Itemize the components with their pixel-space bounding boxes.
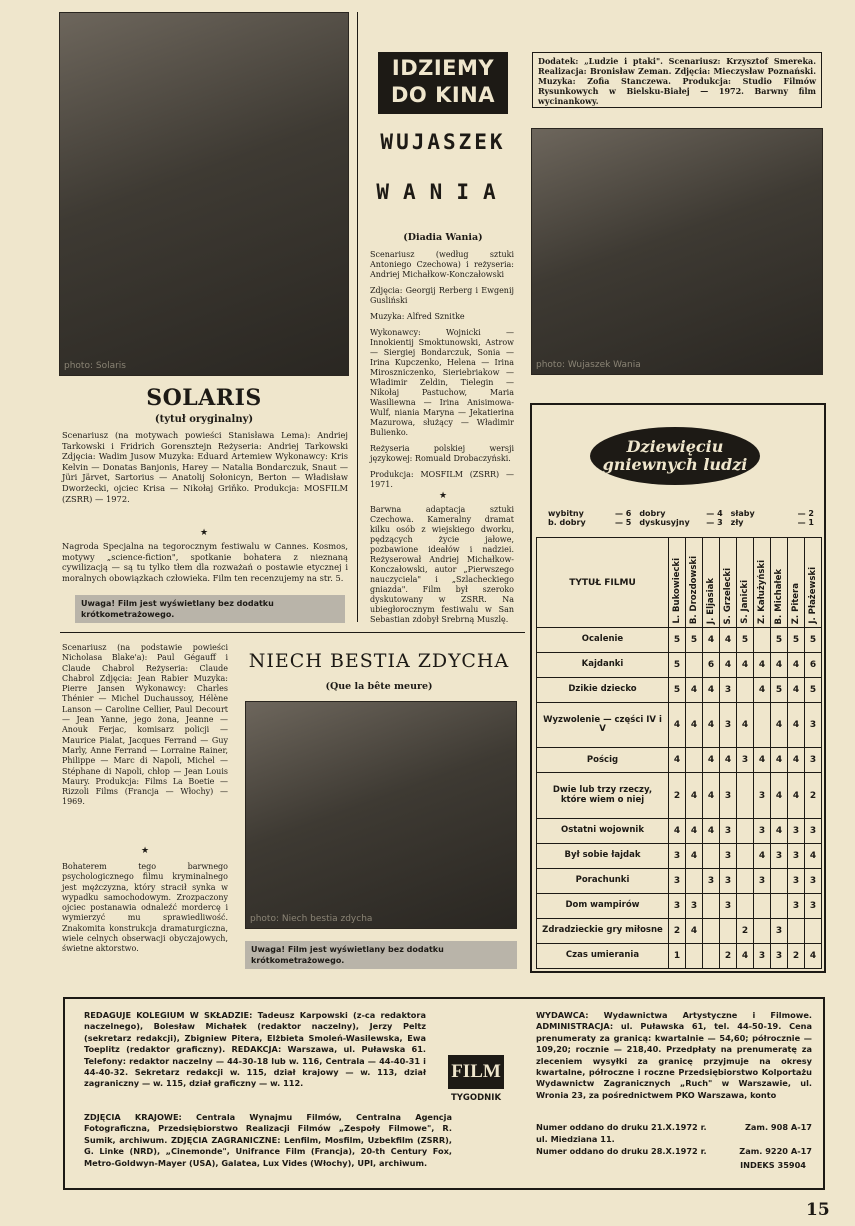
score-cell: 5 — [686, 628, 703, 653]
score-cell: 4 — [788, 678, 805, 703]
score-cell: 4 — [805, 843, 822, 868]
score-cell — [686, 748, 703, 773]
score-cell: 3 — [805, 868, 822, 893]
solaris-photo: photo: Solaris — [59, 12, 349, 376]
score-cell: 5 — [805, 678, 822, 703]
ratings-row — [537, 678, 822, 703]
score-cell: 3 — [669, 868, 686, 893]
score-cell: 4 — [754, 748, 771, 773]
footer-index: INDEKS 35904 — [740, 1160, 806, 1170]
column-rule — [357, 12, 358, 622]
score-cell: 4 — [686, 918, 703, 943]
film-title: Dom wampirów — [537, 893, 669, 918]
wujaszek-star: ★ — [438, 491, 448, 501]
score-cell: 4 — [788, 773, 805, 818]
ratings-row — [537, 893, 822, 918]
ratings-table — [536, 537, 822, 969]
score-cell — [703, 918, 720, 943]
score-cell: 4 — [754, 653, 771, 678]
film-title: Porachunki — [537, 868, 669, 893]
section-rule — [60, 632, 525, 633]
critic-header — [669, 538, 686, 628]
critic-header — [754, 538, 771, 628]
score-cell: 4 — [686, 818, 703, 843]
score-cell: 2 — [669, 918, 686, 943]
score-cell: 4 — [788, 653, 805, 678]
score-cell: 4 — [771, 748, 788, 773]
film-title: Ocalenie — [537, 628, 669, 653]
score-cell: 2 — [737, 918, 754, 943]
score-cell — [754, 628, 771, 653]
solaris-subtitle: (tytuł oryginalny) — [154, 414, 254, 425]
footer-print-line2: ul. Miedziana 11. — [536, 1134, 615, 1144]
score-cell: 5 — [737, 628, 754, 653]
critic-name: Z. Pitera — [791, 582, 801, 624]
score-cell — [703, 843, 720, 868]
critic-header — [805, 538, 822, 628]
film-title: Dzikie dziecko — [537, 678, 669, 703]
niech-photo: photo: Niech bestia zdycha — [245, 701, 517, 929]
film-title: Pościg — [537, 748, 669, 773]
score-cell: 5 — [805, 628, 822, 653]
critic-name: B. Drozdowski — [689, 555, 699, 624]
score-cell: 3 — [754, 943, 771, 968]
score-cell: 3 — [737, 748, 754, 773]
score-cell — [686, 943, 703, 968]
score-cell — [703, 893, 720, 918]
score-cell: 4 — [771, 703, 788, 748]
score-cell — [737, 843, 754, 868]
wujaszek-title-line1: WUJASZEK — [380, 130, 506, 154]
score-cell — [720, 918, 737, 943]
score-cell: 6 — [805, 653, 822, 678]
score-cell: 3 — [754, 818, 771, 843]
film-title: Zdradzieckie gry miłosne — [537, 918, 669, 943]
footer-photos: ZDJĘCIA KRAJOWE: Centrala Wynajmu Filmów, Centralna Agencja Fotograficzna, Przedsiębiorstwo Realizacji Filmów „Zespoły Filmowe", R. Sumik, archiwum. ZDJĘCIA ZAGRANICZNE: Lenfilm, Mosfilm, Uzbekfilm (ZSRR), G. Linke (NRD), „Cinemonde", Unifrance Film (Francja), 20-th Century Fox, Metro-Goldwyn-Mayer (USA), Galatea, Lux Vides (Włochy), UPI, archiwum. — [84, 1112, 452, 1168]
score-cell: 4 — [771, 653, 788, 678]
score-cell: 3 — [720, 893, 737, 918]
dodatek-box: Dodatek: „Ludzie i ptaki". Scenariusz: Krzysztof Smereka. Realizacja: Bronisław Zeman. Zdjęcia: Mieczysław Poznański. Muzyka: Zofia Stanczewa. Produkcja: Studio Filmów Rysunkowych w Bielsku-Białej — 1972. Barwny film wycinankowy. — [532, 52, 822, 108]
column-header-line1: IDZIEMY — [391, 56, 495, 80]
score-cell: 3 — [720, 703, 737, 748]
solaris-description: Nagroda Specjalna na tegorocznym festiwalu w Cannes. Kosmos, motywy „science-fiction", spotkanie bohatera z nieznaną cywilizacją — są tu tylko tłem dla rozważań o postawie etycznej i moralnych obowiązkach człowieka. Film ten recenzujemy na str. 5. — [62, 541, 348, 583]
score-cell — [805, 918, 822, 943]
score-cell: 5 — [669, 628, 686, 653]
score-cell: 4 — [720, 653, 737, 678]
score-cell: 2 — [720, 943, 737, 968]
ratings-row — [537, 628, 822, 653]
score-cell — [686, 653, 703, 678]
niech-star: ★ — [140, 846, 150, 856]
score-cell: 4 — [703, 818, 720, 843]
ratings-row — [537, 748, 822, 773]
ratings-row — [537, 818, 822, 843]
score-cell: 4 — [703, 678, 720, 703]
niech-notice: Uwaga! Film jest wyświetlany bez dodatku krótkometrażowego. — [245, 941, 517, 969]
score-cell: 3 — [788, 893, 805, 918]
score-cell: 3 — [771, 918, 788, 943]
score-cell: 4 — [703, 748, 720, 773]
score-cell: 3 — [703, 868, 720, 893]
critic-name: S. Grzelecki — [723, 567, 733, 624]
score-cell: 4 — [686, 843, 703, 868]
score-cell: 4 — [754, 843, 771, 868]
score-cell: 4 — [669, 818, 686, 843]
score-cell — [788, 918, 805, 943]
score-cell: 3 — [788, 843, 805, 868]
score-cell: 3 — [720, 818, 737, 843]
footer-publisher: WYDAWCA: Wydawnictwa Artystyczne i Filmowe. ADMINISTRACJA: ul. Puławska 61, tel. 44-50-19. Cena prenumeraty za granicą: kwartalnie — 54,60; półrocznie — 109,20; rocznie — 218,40. Przedpłaty na prenumeratę za zleceniem wysyłki za granicę przyjmuje na okresy kwartalne, półroczne i roczne Przedsiębiorstwo Kolportażu Wydawnictw Zagranicznych „Ruch" w Warszawie, ul. Wronia 23, za pośrednictwem PKO Warszawa, konto — [536, 1010, 812, 1100]
score-cell: 4 — [788, 703, 805, 748]
score-cell: 3 — [805, 703, 822, 748]
score-cell: 3 — [669, 893, 686, 918]
score-cell: 5 — [669, 653, 686, 678]
score-cell: 3 — [720, 773, 737, 818]
critic-name: J. Płażewski — [808, 567, 818, 624]
ratings-row — [537, 773, 822, 818]
wujaszek-subtitle: (Diadia Wania) — [403, 232, 483, 243]
score-cell: 5 — [771, 678, 788, 703]
niech-description: Bohaterem tego barwnego psychologicznego filmu kryminalnego jest mężczyzna, który stracił synka w wypadku samochodowym. Zrozpaczony ojciec postanawia odnaleźć mordercę i wymierzyć mu sprawiedliwość. Znakomita konstrukcja dramaturgiczna, wiele celnych obserwacji obyczajowych, świetne aktorstwo. — [62, 862, 228, 954]
footer-print-line3: Numer oddano do druku 28.X.1972 r. Zam. 9220 A-17 — [536, 1146, 812, 1156]
score-cell: 4 — [686, 773, 703, 818]
critic-header — [720, 538, 737, 628]
wujaszek-description: Barwna adaptacja sztuki Czechowa. Kameralny dramat kilku osób z wiejskiego dworku, pędzących życie jałowe, pozbawione ideałów i nadziei. Reżyserował Andriej Michałkow-Konczałowski, autor „Pierwszego nauczyciela" i „Szlacheckiego gniazda". Film był szeroko dyskutowany w ZSRR. Na ubiegłorocznym festiwalu w San Sebastian zdobył Srebrną Muszlę. — [370, 505, 514, 624]
ratings-logo-line2: gniewnych ludzi — [602, 455, 748, 474]
column-header — [378, 52, 508, 114]
critic-name: B. Michałek — [774, 568, 784, 624]
niech-title: NIECH BESTIA ZDYCHA — [248, 650, 510, 672]
critic-header — [771, 538, 788, 628]
score-cell: 3 — [805, 818, 822, 843]
footer-editorial: REDAGUJE KOLEGIUM W SKŁADZIE: Tadeusz Karpowski (z-ca redaktora naczelnego), Bolesław Michałek (redaktor naczelny), Jerzy Peltz (sekretarz redakcji), Zbigniew Pitera, Elżbieta Smoleń-Wasilewska, Ewa Toeplitz (redaktor graficzny). REDAKCJA: Warszawa, ul. Puławska 61. Telefony: redaktor naczelny — 44-30-18 lub w. 116, Centrala — 44-40-31 i 44-40-32. Sekretarz redakcji w. 115, dział krajowy — w. 113, dział zagraniczny — w. 115, dział graficzny — w. 112. — [84, 1010, 426, 1089]
score-cell: 4 — [686, 703, 703, 748]
critic-header — [788, 538, 805, 628]
score-cell: 4 — [737, 943, 754, 968]
score-cell: 3 — [771, 843, 788, 868]
critic-header — [703, 538, 720, 628]
footer-print-line1: Numer oddano do druku 21.X.1972 r. Zam. 908 A-17 — [536, 1122, 812, 1132]
ratings-row — [537, 653, 822, 678]
solaris-star: ★ — [199, 528, 209, 538]
ratings-row — [537, 843, 822, 868]
film-logo-subtitle: TYGODNIK — [450, 1093, 502, 1103]
niech-subtitle: (Que la bête meure) — [325, 681, 433, 692]
score-cell: 4 — [737, 653, 754, 678]
solaris-credits: Scenariusz (na motywach powieści Stanisława Lema): Andriej Tarkowski i Fridrich Gorensztejn Reżyseria: Andriej Tarkowski Zdjęcia: Wadim Jusow Muzyka: Eduard Artemiew Wykonawcy: Kris Kelvin — Donatas Banjonis, Harey — Natalia Bondarczuk, Snaut — Jüri Järvet, Sartorius — Anatolij Sołonicyn, Berton — Władisław Dworżecki, ojciec Krisa — Nikołaj Griňko. Produkcja: MOSFILM (ZSRR) — 1972. — [62, 430, 348, 504]
score-cell: 2 — [669, 773, 686, 818]
score-cell: 2 — [788, 943, 805, 968]
score-cell: 4 — [703, 773, 720, 818]
score-cell — [737, 678, 754, 703]
film-logo: FILM — [448, 1055, 504, 1089]
score-cell: 4 — [703, 628, 720, 653]
score-cell: 5 — [788, 628, 805, 653]
score-cell: 3 — [720, 678, 737, 703]
critic-name: L. Bukowiecki — [672, 558, 682, 624]
score-cell: 3 — [754, 868, 771, 893]
score-cell: 3 — [771, 943, 788, 968]
score-cell — [754, 893, 771, 918]
critic-name: J. Eljasiak — [706, 577, 716, 624]
film-title: Kajdanki — [537, 653, 669, 678]
critic-header — [686, 538, 703, 628]
score-cell: 3 — [686, 893, 703, 918]
score-cell: 3 — [805, 748, 822, 773]
score-cell — [737, 818, 754, 843]
score-cell: 3 — [720, 868, 737, 893]
score-cell: 6 — [703, 653, 720, 678]
score-cell: 4 — [754, 678, 771, 703]
score-cell: 1 — [669, 943, 686, 968]
score-cell: 3 — [720, 843, 737, 868]
ratings-legend: wybitny — 6 dobry — 4 słaby — 2 b. dobry — 5 dyskusyjny — 3 zły — 1 — [548, 509, 814, 527]
film-title: Dwie lub trzy rzeczy, które wiem o niej — [537, 773, 669, 818]
score-cell: 2 — [805, 773, 822, 818]
score-cell — [703, 943, 720, 968]
niech-credits: Scenariusz (na podstawie powieści Nicholasa Blake'a): Paul Gégauff i Claude Chabrol Reżyseria: Claude Chabrol Zdjęcia: Jean Rabier Muzyka: Pierre Jansen Wykonawcy: Charles Thénier — Michel Duchaussoy, Hélène Lanson — Caroline Cellier, Paul Decourt — Jean Yanne, jego żona, Jeanne — Anouk Ferjac, komisarz policji — Maurice Pialat, Jacques Ferrand — Guy Marly, Anne Ferrand — Lorraine Rainer, Philippe — Marc di Napoli, Michel — Stéphane di Napoli, chłop — Jean Louis Maury. Produkcja: Films La Boetie — Rizzoli Films (Francja — Włochy) — 1969. — [62, 643, 228, 807]
ratings-table-wrap — [536, 537, 822, 969]
score-cell: 3 — [788, 868, 805, 893]
score-cell: 3 — [669, 843, 686, 868]
ratings-row — [537, 943, 822, 968]
page-number: 15 — [806, 1200, 830, 1220]
ratings-row — [537, 918, 822, 943]
score-cell — [771, 868, 788, 893]
column-header-line2: DO KINA — [390, 83, 495, 107]
score-cell: 4 — [669, 748, 686, 773]
score-cell: 4 — [788, 748, 805, 773]
score-cell — [737, 893, 754, 918]
score-cell: 5 — [771, 628, 788, 653]
score-cell — [737, 868, 754, 893]
score-cell: 4 — [805, 943, 822, 968]
ratings-logo — [590, 427, 760, 485]
score-cell: 3 — [788, 818, 805, 843]
wujaszek-photo: photo: Wujaszek Wania — [531, 128, 823, 375]
critic-header — [737, 538, 754, 628]
score-cell: 4 — [703, 703, 720, 748]
critic-name: Z. Kałużyński — [757, 559, 767, 624]
score-cell: 4 — [771, 818, 788, 843]
wujaszek-title-line2: WANIA — [376, 180, 510, 204]
score-cell — [686, 868, 703, 893]
solaris-notice: Uwaga! Film jest wyświetlany bez dodatku krótkometrażowego. — [75, 595, 345, 623]
film-title: Czas umierania — [537, 943, 669, 968]
score-cell: 4 — [720, 748, 737, 773]
score-cell — [737, 773, 754, 818]
score-cell: 4 — [737, 703, 754, 748]
ratings-logo-line1: Dziewięciu — [626, 437, 724, 456]
score-cell: 4 — [771, 773, 788, 818]
score-cell — [754, 703, 771, 748]
critic-name: S. Janicki — [740, 580, 750, 624]
score-cell: 4 — [720, 628, 737, 653]
score-cell: 4 — [669, 703, 686, 748]
score-cell: 3 — [805, 893, 822, 918]
score-cell: 3 — [754, 773, 771, 818]
wujaszek-credits: Scenariusz (według sztuki Antoniego Czechowa) i reżyseria: Andriej Michałkow-Konczałowski Zdjęcia: Georgij Rerberg i Ewgenij Gusliński Muzyka: Alfred Sznitke Wykonawcy: Wojnicki — Innokientij Smoktunowski, Astrow — Siergiej Bondarczuk, Sonia — Irina Kupczenko, Helena — Irina Miroszniczenko, Sieriebriakow — Władimir Zeldin, Tielegin — Nikołaj Pastuchow, Maria Wasiliewna — Irina Anisimowa-Wulf, niania Maryna — Jekatierina Mazurowa, służący — Władimir Bulienko. Reżyseria polskiej wersji językowej: Romuald Drobaczyński. Produkcja: MOSFILM (ZSRR) — 1971. — [370, 250, 514, 489]
film-title: Ostatni wojownik — [537, 818, 669, 843]
ratings-title-header: TYTUŁ FILMU — [537, 538, 669, 628]
ratings-row — [537, 703, 822, 748]
score-cell: 5 — [669, 678, 686, 703]
ratings-row — [537, 868, 822, 893]
solaris-title: SOLARIS — [146, 385, 262, 411]
film-title: Wyzwolenie — części IV i V — [537, 703, 669, 748]
score-cell — [771, 893, 788, 918]
score-cell — [754, 918, 771, 943]
film-title: Był sobie łajdak — [537, 843, 669, 868]
score-cell: 4 — [686, 678, 703, 703]
